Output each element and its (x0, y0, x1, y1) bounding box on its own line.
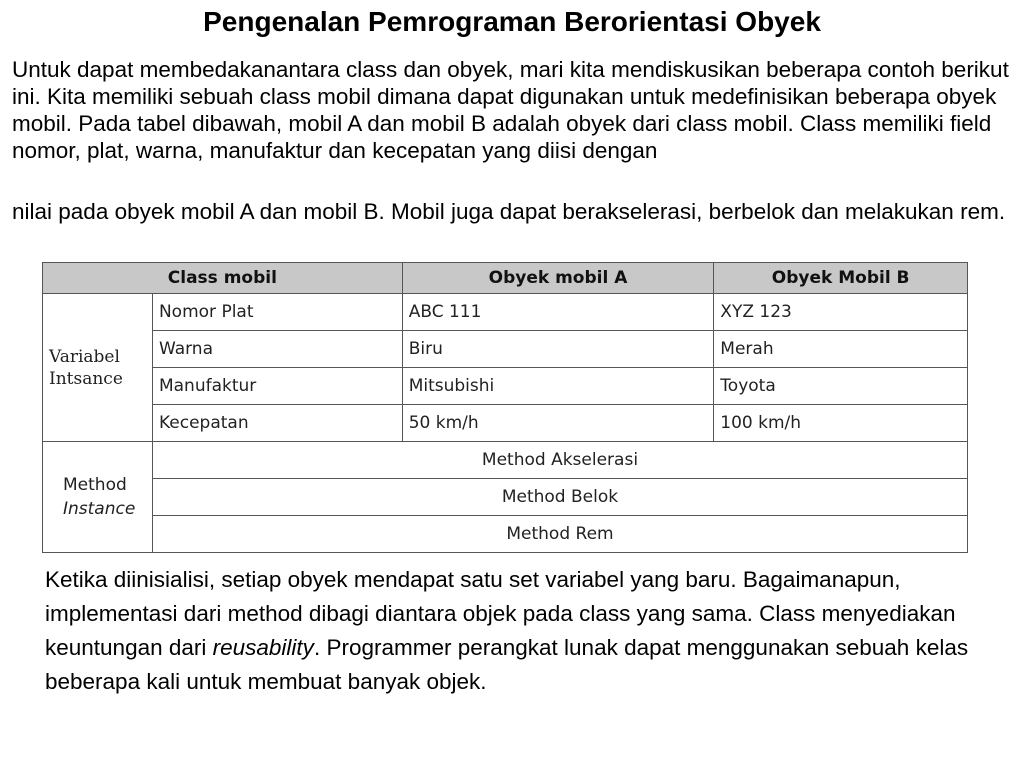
table-row (43, 331, 968, 368)
mobil-b-value-cell: 100 km/h (714, 405, 968, 442)
field-name-cell: Nomor Plat (152, 294, 402, 331)
table-row (43, 294, 968, 331)
table-row (43, 516, 968, 553)
method-instance-group-label (43, 442, 153, 553)
mobil-a-value-cell: ABC 111 (402, 294, 714, 331)
reusability-emphasis: reusability (212, 635, 314, 660)
intro-paragraph-2: nilai pada obyek mobil A dan mobil B. Mobil juga dapat berakselerasi, berbelok dan melakukan rem. (12, 199, 1006, 224)
class-object-table (42, 262, 968, 553)
method-cell: Method Belok (152, 479, 967, 516)
mobil-a-value-cell: 50 km/h (402, 405, 714, 442)
table-header-row (43, 263, 968, 294)
table-row (43, 479, 968, 516)
page-title: Pengenalan Pemrograman Berorientasi Obyek (203, 6, 821, 37)
table-row (43, 442, 968, 479)
intro-paragraph-1: Untuk dapat membedakanantara class dan obyek, mari kita mendiskusikan beberapa contoh berikut ini. Kita memiliki sebuah class mobil dimana dapat digunakan untuk medefinisikan beberapa obyek mobil. Pada tabel dibawah, mobil A dan mobil B adalah obyek dari class mobil. Class memiliki field nomor, plat, warna, manufaktur dan kecepatan yang diisi dengan (12, 57, 1009, 163)
group-label-line: Instance (63, 499, 136, 519)
header-obyek-mobil-a: Obyek mobil A (402, 263, 714, 294)
mobil-a-value-cell: Biru (402, 331, 714, 368)
header-obyek-mobil-b: Obyek Mobil B (714, 263, 968, 294)
closing-paragraph (45, 563, 1005, 699)
group-label-line: Intsance (49, 368, 123, 389)
group-label-line: Method (63, 475, 127, 495)
mobil-b-value-cell: XYZ 123 (714, 294, 968, 331)
mobil-b-value-cell: Toyota (714, 368, 968, 405)
table-row (43, 405, 968, 442)
field-name-cell: Manufaktur (152, 368, 402, 405)
group-label-line: Variabel (49, 346, 120, 367)
variable-instance-group-label (43, 294, 153, 442)
mobil-a-value-cell: Mitsubishi (402, 368, 714, 405)
table-row (43, 368, 968, 405)
field-name-cell: Kecepatan (152, 405, 402, 442)
method-cell: Method Rem (152, 516, 967, 553)
closing-text: Ketika diinisialisi, setiap obyek mendapat satu set variabel yang baru. Bagaimanapun, implementasi dari method dibagi diantara objek pada class yang sama. Class menyediakan keuntungan dari (45, 567, 956, 660)
mobil-b-value-cell: Merah (714, 331, 968, 368)
field-name-cell: Warna (152, 331, 402, 368)
closing-text: . Programmer perangkat lunak dapat menggunakan sebuah kelas beberapa kali untuk membuat banyak objek. (45, 635, 969, 694)
method-cell: Method Akselerasi (152, 442, 967, 479)
header-class-mobil: Class mobil (43, 263, 403, 294)
